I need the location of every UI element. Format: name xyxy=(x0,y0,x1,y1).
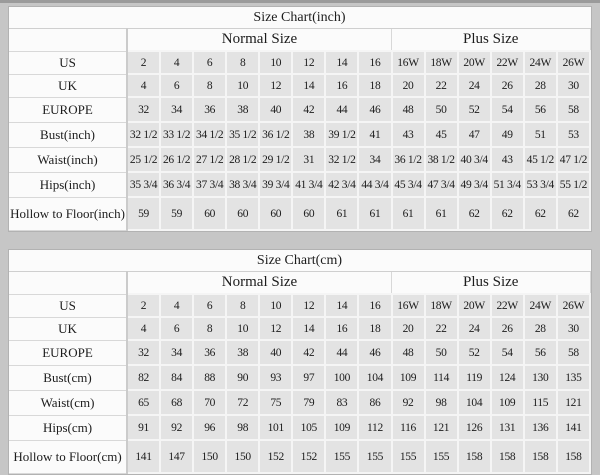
size-cell: 141 xyxy=(127,440,160,473)
size-cell: 38 xyxy=(292,122,325,147)
size-cell: 109 xyxy=(491,390,524,415)
size-cell: 101 xyxy=(259,415,292,440)
table-row xyxy=(9,51,590,74)
size-cell: 62 xyxy=(458,197,491,230)
size-cell: 152 xyxy=(292,440,325,473)
size-cell: 22 xyxy=(425,317,458,340)
size-cell: 37 3/4 xyxy=(193,172,226,197)
size-cell: 43 xyxy=(491,147,524,172)
table-title: Size Chart(inch) xyxy=(9,7,590,29)
size-cell: 155 xyxy=(392,440,425,473)
size-cell: 2 xyxy=(127,294,160,317)
size-cell: 2 xyxy=(127,51,160,74)
size-cell: 42 xyxy=(292,97,325,122)
size-cell: 10 xyxy=(259,51,292,74)
size-cell: 16 xyxy=(358,294,391,317)
row-label: EUROPE xyxy=(9,97,127,122)
size-cell: 158 xyxy=(491,440,524,473)
table-row xyxy=(9,197,590,230)
size-cell: 25 1/2 xyxy=(127,147,160,172)
size-cell: 105 xyxy=(292,415,325,440)
size-cell: 98 xyxy=(425,390,458,415)
size-cell: 43 xyxy=(392,122,425,147)
size-cell: 35 1/2 xyxy=(226,122,259,147)
size-cell: 20W xyxy=(458,51,491,74)
size-cell: 26 xyxy=(491,74,524,97)
row-label: Bust(cm) xyxy=(9,365,127,390)
size-cell: 124 xyxy=(491,365,524,390)
size-cell: 61 xyxy=(392,197,425,230)
size-chart-inch-table xyxy=(9,7,591,231)
normal-size-header: Normal Size xyxy=(127,29,392,52)
size-cell: 60 xyxy=(292,197,325,230)
table-row xyxy=(9,415,590,440)
size-cell: 158 xyxy=(524,440,557,473)
size-cell: 14 xyxy=(292,74,325,97)
size-cell: 84 xyxy=(160,365,193,390)
size-cell: 47 1/2 xyxy=(557,147,590,172)
size-cell: 58 xyxy=(557,97,590,122)
size-cell: 44 3/4 xyxy=(358,172,391,197)
size-cell: 53 xyxy=(557,122,590,147)
size-cell: 150 xyxy=(226,440,259,473)
size-cell: 8 xyxy=(226,51,259,74)
size-cell: 68 xyxy=(160,390,193,415)
size-cell: 18W xyxy=(425,294,458,317)
group-header-row xyxy=(9,272,590,295)
size-cell: 29 1/2 xyxy=(259,147,292,172)
size-cell: 47 3/4 xyxy=(425,172,458,197)
table-row xyxy=(9,172,590,197)
size-cell: 100 xyxy=(325,365,358,390)
table-title: Size Chart(cm) xyxy=(9,250,590,272)
size-cell: 40 xyxy=(259,340,292,365)
size-cell: 36 3/4 xyxy=(160,172,193,197)
row-label: Hollow to Floor(cm) xyxy=(9,440,127,473)
size-cell: 8 xyxy=(193,317,226,340)
size-cell: 119 xyxy=(458,365,491,390)
size-cell: 116 xyxy=(392,415,425,440)
normal-size-header: Normal Size xyxy=(127,272,392,295)
size-cell: 40 3/4 xyxy=(458,147,491,172)
corner-cell xyxy=(9,29,127,52)
size-cell: 121 xyxy=(557,390,590,415)
size-cell: 36 xyxy=(193,97,226,122)
size-cell: 18W xyxy=(425,51,458,74)
size-cell: 150 xyxy=(193,440,226,473)
size-cell: 38 1/2 xyxy=(425,147,458,172)
size-cell: 24W xyxy=(524,51,557,74)
table-row xyxy=(9,340,590,365)
size-cell: 10 xyxy=(226,74,259,97)
plus-size-header: Plus Size xyxy=(392,272,591,295)
row-label: US xyxy=(9,51,127,74)
size-cell: 121 xyxy=(425,415,458,440)
size-cell: 55 1/2 xyxy=(557,172,590,197)
table-row xyxy=(9,147,590,172)
group-header-row xyxy=(9,29,590,52)
size-cell: 10 xyxy=(226,317,259,340)
size-cell: 45 3/4 xyxy=(392,172,425,197)
table-row xyxy=(9,294,590,317)
size-cell: 135 xyxy=(557,365,590,390)
size-cell: 26W xyxy=(557,294,590,317)
size-cell: 10 xyxy=(259,294,292,317)
size-cell: 155 xyxy=(425,440,458,473)
size-cell: 49 3/4 xyxy=(458,172,491,197)
size-cell: 16 xyxy=(358,51,391,74)
size-cell: 88 xyxy=(193,365,226,390)
size-cell: 60 xyxy=(193,197,226,230)
size-rows-cm xyxy=(9,294,590,473)
size-cell: 22W xyxy=(491,294,524,317)
size-cell: 56 xyxy=(524,97,557,122)
row-label: Hips(inch) xyxy=(9,172,127,197)
size-cell: 38 xyxy=(226,97,259,122)
size-cell: 27 1/2 xyxy=(193,147,226,172)
size-cell: 4 xyxy=(127,74,160,97)
size-cell: 32 xyxy=(127,97,160,122)
row-label: EUROPE xyxy=(9,340,127,365)
size-cell: 4 xyxy=(160,51,193,74)
size-cell: 4 xyxy=(127,317,160,340)
size-cell: 79 xyxy=(292,390,325,415)
size-cell: 50 xyxy=(425,97,458,122)
size-cell: 22 xyxy=(425,74,458,97)
size-cell: 30 xyxy=(557,317,590,340)
size-cell: 34 1/2 xyxy=(193,122,226,147)
size-cell: 6 xyxy=(160,317,193,340)
size-cell: 158 xyxy=(458,440,491,473)
row-label: Waist(inch) xyxy=(9,147,127,172)
size-cell: 38 xyxy=(226,340,259,365)
size-cell: 141 xyxy=(557,415,590,440)
size-cell: 98 xyxy=(226,415,259,440)
row-label: Waist(cm) xyxy=(9,390,127,415)
size-cell: 152 xyxy=(259,440,292,473)
size-cell: 36 1/2 xyxy=(392,147,425,172)
size-cell: 59 xyxy=(160,197,193,230)
size-cell: 112 xyxy=(358,415,391,440)
size-cell: 41 3/4 xyxy=(292,172,325,197)
size-cell: 61 xyxy=(358,197,391,230)
table-row xyxy=(9,365,590,390)
size-cell: 34 xyxy=(160,97,193,122)
top-edge-shadow xyxy=(0,0,600,3)
size-cell: 28 xyxy=(524,74,557,97)
size-cell: 109 xyxy=(325,415,358,440)
size-cell: 34 xyxy=(358,147,391,172)
size-cell: 24W xyxy=(524,294,557,317)
size-cell: 32 1/2 xyxy=(127,122,160,147)
size-cell: 62 xyxy=(491,197,524,230)
size-cell: 109 xyxy=(392,365,425,390)
size-cell: 44 xyxy=(325,97,358,122)
size-cell: 54 xyxy=(491,97,524,122)
size-cell: 46 xyxy=(358,97,391,122)
size-cell: 18 xyxy=(358,317,391,340)
size-cell: 36 xyxy=(193,340,226,365)
size-cell: 6 xyxy=(193,294,226,317)
corner-cell xyxy=(9,272,127,295)
size-cell: 92 xyxy=(392,390,425,415)
size-cell: 12 xyxy=(259,74,292,97)
size-cell: 147 xyxy=(160,440,193,473)
size-cell: 155 xyxy=(358,440,391,473)
size-cell: 34 xyxy=(160,340,193,365)
size-cell: 6 xyxy=(160,74,193,97)
plus-size-header: Plus Size xyxy=(392,29,591,52)
size-cell: 33 1/2 xyxy=(160,122,193,147)
row-label: Hips(cm) xyxy=(9,415,127,440)
size-cell: 30 xyxy=(557,74,590,97)
size-cell: 48 xyxy=(392,97,425,122)
size-chart-inch-panel xyxy=(8,6,592,232)
size-cell: 45 1/2 xyxy=(524,147,557,172)
size-cell: 131 xyxy=(491,415,524,440)
row-label: Bust(inch) xyxy=(9,122,127,147)
table-title-row xyxy=(9,7,590,29)
size-cell: 70 xyxy=(193,390,226,415)
size-cell: 48 xyxy=(392,340,425,365)
size-cell: 61 xyxy=(425,197,458,230)
size-cell: 54 xyxy=(491,340,524,365)
size-cell: 52 xyxy=(458,97,491,122)
size-cell: 92 xyxy=(160,415,193,440)
size-cell: 26 1/2 xyxy=(160,147,193,172)
size-cell: 82 xyxy=(127,365,160,390)
size-cell: 12 xyxy=(292,294,325,317)
size-cell: 130 xyxy=(524,365,557,390)
size-cell: 90 xyxy=(226,365,259,390)
size-cell: 39 1/2 xyxy=(325,122,358,147)
size-cell: 14 xyxy=(325,51,358,74)
table-row xyxy=(9,390,590,415)
size-cell: 42 xyxy=(292,340,325,365)
size-cell: 38 3/4 xyxy=(226,172,259,197)
size-cell: 16 xyxy=(325,74,358,97)
size-cell: 28 xyxy=(524,317,557,340)
size-cell: 20 xyxy=(392,317,425,340)
size-cell: 60 xyxy=(226,197,259,230)
size-cell: 50 xyxy=(425,340,458,365)
size-cell: 114 xyxy=(425,365,458,390)
size-cell: 16 xyxy=(325,317,358,340)
size-cell: 51 xyxy=(524,122,557,147)
size-cell: 155 xyxy=(325,440,358,473)
size-cell: 104 xyxy=(458,390,491,415)
row-label: Hollow to Floor(inch) xyxy=(9,197,127,230)
size-cell: 12 xyxy=(259,317,292,340)
size-cell: 8 xyxy=(226,294,259,317)
size-cell: 104 xyxy=(358,365,391,390)
size-cell: 126 xyxy=(458,415,491,440)
size-cell: 8 xyxy=(193,74,226,97)
size-cell: 16W xyxy=(392,51,425,74)
size-cell: 22W xyxy=(491,51,524,74)
size-cell: 61 xyxy=(325,197,358,230)
size-cell: 39 3/4 xyxy=(259,172,292,197)
size-cell: 72 xyxy=(226,390,259,415)
size-cell: 6 xyxy=(193,51,226,74)
size-cell: 35 3/4 xyxy=(127,172,160,197)
size-cell: 75 xyxy=(259,390,292,415)
size-cell: 60 xyxy=(259,197,292,230)
table-row xyxy=(9,122,590,147)
size-cell: 24 xyxy=(458,74,491,97)
size-cell: 56 xyxy=(524,340,557,365)
row-label: UK xyxy=(9,317,127,340)
size-cell: 42 3/4 xyxy=(325,172,358,197)
size-cell: 45 xyxy=(425,122,458,147)
size-cell: 62 xyxy=(557,197,590,230)
size-chart-cm-table xyxy=(9,250,591,474)
size-cell: 83 xyxy=(325,390,358,415)
size-cell: 26 xyxy=(491,317,524,340)
size-cell: 47 xyxy=(458,122,491,147)
size-cell: 40 xyxy=(259,97,292,122)
table-row xyxy=(9,74,590,97)
size-cell: 136 xyxy=(524,415,557,440)
size-cell: 86 xyxy=(358,390,391,415)
size-cell: 32 xyxy=(127,340,160,365)
table-row xyxy=(9,317,590,340)
size-cell: 24 xyxy=(458,317,491,340)
size-cell: 96 xyxy=(193,415,226,440)
size-cell: 62 xyxy=(524,197,557,230)
row-label: UK xyxy=(9,74,127,97)
row-label: US xyxy=(9,294,127,317)
size-rows-inch xyxy=(9,51,590,230)
size-cell: 16W xyxy=(392,294,425,317)
size-cell: 91 xyxy=(127,415,160,440)
size-cell: 46 xyxy=(358,340,391,365)
size-cell: 4 xyxy=(160,294,193,317)
size-cell: 20 xyxy=(392,74,425,97)
size-cell: 52 xyxy=(458,340,491,365)
size-cell: 28 1/2 xyxy=(226,147,259,172)
size-cell: 158 xyxy=(557,440,590,473)
table-title-row xyxy=(9,250,590,272)
size-cell: 20W xyxy=(458,294,491,317)
size-cell: 49 xyxy=(491,122,524,147)
table-row xyxy=(9,97,590,122)
size-cell: 58 xyxy=(557,340,590,365)
table-row xyxy=(9,440,590,473)
size-cell: 93 xyxy=(259,365,292,390)
size-cell: 14 xyxy=(325,294,358,317)
size-cell: 53 3/4 xyxy=(524,172,557,197)
size-cell: 36 1/2 xyxy=(259,122,292,147)
size-cell: 59 xyxy=(127,197,160,230)
size-cell: 18 xyxy=(358,74,391,97)
size-chart-cm-panel xyxy=(8,249,592,475)
size-cell: 44 xyxy=(325,340,358,365)
size-cell: 115 xyxy=(524,390,557,415)
size-cell: 32 1/2 xyxy=(325,147,358,172)
size-cell: 12 xyxy=(292,51,325,74)
size-cell: 26W xyxy=(557,51,590,74)
size-cell: 65 xyxy=(127,390,160,415)
size-cell: 51 3/4 xyxy=(491,172,524,197)
size-cell: 31 xyxy=(292,147,325,172)
size-cell: 97 xyxy=(292,365,325,390)
size-cell: 41 xyxy=(358,122,391,147)
size-cell: 14 xyxy=(292,317,325,340)
